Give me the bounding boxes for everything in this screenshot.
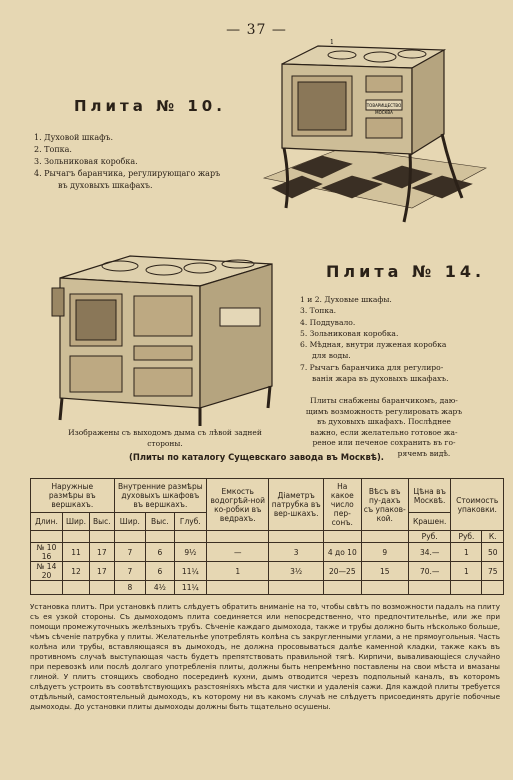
page-number: — 37 — — [226, 22, 287, 38]
list-item: 5. Зольниковая коробка. — [300, 328, 399, 338]
cell: 8 — [114, 581, 146, 595]
table-row — [31, 562, 504, 581]
stove-14-note — [298, 396, 470, 460]
catalog-line: (Плиты по каталогу Сущевскаго завода въ Москвѣ). — [129, 452, 384, 462]
th-sub: Длин. — [31, 513, 63, 531]
floor-tiles — [264, 148, 486, 208]
list-item: 1. Духовой шкафъ. — [34, 133, 114, 142]
plate-label-1: ТОВАРИЩЕСТВО — [366, 103, 402, 108]
th-sub-price: Крашен. — [408, 513, 451, 531]
note-line: щимъ возможность регулировать жаръ — [305, 406, 463, 416]
spec-table — [30, 478, 504, 595]
list-item: въ духовыхъ шкафахъ. — [58, 181, 153, 190]
th-price: Цѣна въ Москвѣ. — [408, 479, 451, 513]
table-row — [31, 543, 504, 562]
cell: 75 — [482, 562, 504, 581]
note-line: рячемъ видѣ. — [397, 448, 451, 458]
cell: 70.— — [408, 562, 451, 581]
list-item: 1 и 2. Духовые шкафы. — [300, 295, 392, 304]
installation-paragraph: Установка плитъ. При установкѣ плитъ слѣдуетъ обратить вниманіе на то, чтобы свѣтъ по возможности падалъ на плиту съ ея узкой стороны. Съ дымоходомъ плита соединяется или непосредственно, что предпочтительнѣе, или же при помощи промежуточныхъ желѣзныхъ трубъ. Сѣченіе каждаго дымохода, также и трубы должно быть нѣсколько больше, чѣмъ сѣченіе патрубка у плиты. Желательнѣе употреблять колѣна съ закругленными углами, а не прямоугольныя. Часть колѣна или трубы, вставляющаяся въ дымоходъ, не должна просовываться далѣе каменной кладки, также какъ въ противномъ случаѣ выступающая часть будетъ препятствовать правильной тягѣ. Кирпичи, вываливающіеся случайно при перевозкѣ или послѣ долгаго употребленія плиты, должны быть непремѣнно поставлены на свои мѣста и вмазаны глиной. У плитъ стоящихъ свободно посерединѣ кухни, дымъ отводится черезъ подпольный каналъ, въ которомъ слѣдуетъ устроить въ соотвѣтствующихъ разстояніяхъ мѣста для чистки и удаленія сажи. Для каждой плиты требуется отдѣльный, самостоятельный дымоходъ, къ которому ни въ какомъ случаѣ не слѣдуетъ присоединять другіе побочные дымоходы. До установки плиты дымоходы должны быть тщательно осушены. — [30, 602, 500, 711]
list-item: для воды. — [312, 351, 351, 361]
th-pipe: Діаметръ патрубка въ вер-шкахъ. — [269, 479, 324, 531]
cell: 9 — [361, 543, 408, 562]
cell: 20—25 — [323, 562, 361, 581]
stove-14-illustration — [50, 248, 282, 428]
caption-line: Изображены съ выходомъ дыма съ лѣвой задней — [68, 428, 262, 437]
cell: 6 — [146, 562, 174, 581]
unit: Руб. — [408, 531, 451, 543]
cell: 34.— — [408, 543, 451, 562]
note-line: важно, если желательно готовое жа- — [310, 427, 458, 437]
cell: № 10 16 — [31, 543, 63, 562]
cell: 11¼ — [174, 581, 207, 595]
unit: К. — [482, 531, 504, 543]
th-pack: Стоимость упаковки. — [451, 479, 504, 531]
stove-10-num-1: 1 — [330, 39, 334, 46]
list-item: 3. Зольниковая коробка. — [34, 157, 138, 166]
th-volume: Емкость водогрѣй-ной ко-робки въ ведрахъ. — [207, 479, 269, 531]
cell: № 14 20 — [31, 562, 63, 581]
cell: 9½ — [174, 543, 207, 562]
plate-label-2: МОСКВА — [375, 110, 393, 115]
th-weight: Вѣсъ въ пу-дахъ съ упаков-кой. — [361, 479, 408, 531]
cell: 17 — [90, 562, 114, 581]
th-sub: Шир. — [62, 513, 89, 531]
table-row — [31, 581, 504, 595]
cell: 17 — [90, 543, 114, 562]
cell: 50 — [482, 543, 504, 562]
cell: 1 — [207, 562, 269, 581]
note-line: въ духовыхъ шкафахъ. Послѣднее — [316, 417, 451, 427]
cell: 6 — [146, 543, 174, 562]
cell: — — [207, 543, 269, 562]
th-sub: Выс. — [146, 513, 174, 531]
stove-14-caption — [40, 428, 290, 449]
cell: 1 — [451, 562, 482, 581]
stove-14-title: Плита № 14. — [326, 262, 486, 281]
note-line: Плиты снабжены баранчикомъ, даю- — [310, 396, 458, 405]
list-item: ванія жара въ духовыхъ шкафахъ. — [312, 374, 449, 384]
list-item: 2. Топка. — [34, 145, 72, 154]
cell: 11 — [62, 543, 89, 562]
th-inner: Внутренние размѣры духовыхъ шкафовъ въ вершкахъ. — [114, 479, 207, 513]
cell: 7 — [114, 562, 146, 581]
list-item: 7. Рычагъ баранчика для регулиро- — [300, 362, 444, 372]
caption-line: стороны. — [147, 438, 183, 448]
list-item: 6. Мѣдная, внутри луженая коробка — [300, 340, 447, 350]
cell: 3½ — [269, 562, 324, 581]
cell: 3 — [269, 543, 324, 562]
th-sub: Шир. — [114, 513, 146, 531]
cell: 4 до 10 — [323, 543, 361, 562]
cell: 15 — [361, 562, 408, 581]
th-outer: Наружные размѣры въ вершкахъ. — [31, 479, 115, 513]
unit: Руб. — [451, 531, 482, 543]
th-count: На какое число пер-сонъ. — [323, 479, 361, 531]
stove-10-illustration — [262, 38, 488, 228]
cell: 1 — [451, 543, 482, 562]
cell: 12 — [62, 562, 89, 581]
th-sub: Выс. — [90, 513, 114, 531]
note-line: реное или печеное сохранить въ го- — [312, 438, 456, 448]
stove-10-parts-list — [34, 132, 220, 192]
stove-14-parts-list — [300, 294, 449, 384]
list-item: 3. Топка. — [300, 306, 337, 316]
th-sub: Глуб. — [174, 513, 207, 531]
list-item: 4. Рычагъ баранчика, регулирующаго жаръ — [34, 169, 221, 178]
cell: 11¼ — [174, 562, 207, 581]
cell: 7 — [114, 543, 146, 562]
list-item: 4. Поддувало. — [300, 317, 356, 327]
stove-10-title: Плита № 10. — [74, 97, 226, 115]
cell: 4½ — [146, 581, 174, 595]
